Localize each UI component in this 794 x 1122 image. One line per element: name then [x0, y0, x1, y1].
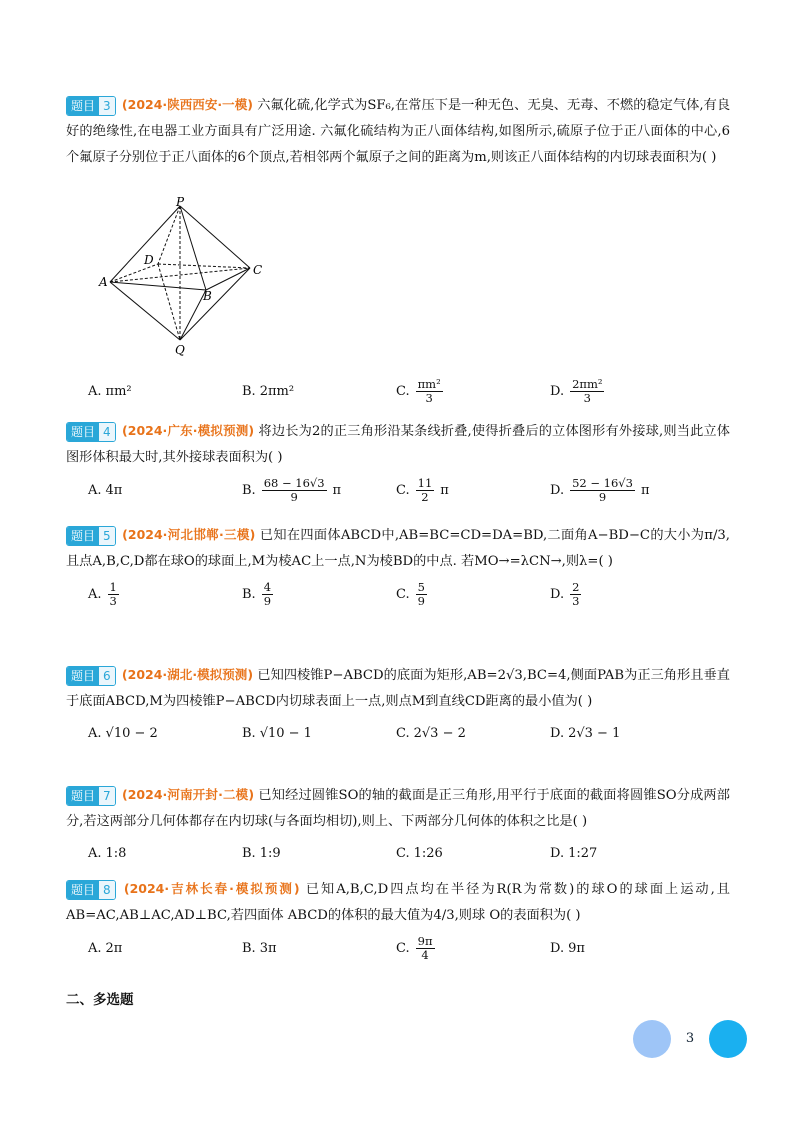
fraction: 68 − 16√3 9 [263, 476, 325, 504]
fraction: 1 3 [109, 580, 117, 608]
fraction: 2 3 [572, 580, 580, 608]
fraction: 5 9 [417, 580, 425, 608]
page-circle-right [709, 1020, 747, 1058]
fraction: 9π 4 [417, 934, 433, 962]
question-5 [66, 522, 730, 608]
fraction: πm² 3 [417, 377, 441, 405]
section-title: 二、多选题 [66, 992, 134, 1008]
question-stem: 已知四棱锥P−ABCD的底面为矩形,AB=2√3,BC=4,侧面PAB为正三角形且垂直于底面ABCD,M为四棱锥P−ABCD内切球表面上一点,则点M到直线CD距离的最小值为( ) [66, 668, 730, 709]
options-row [66, 721, 730, 747]
question-stem: 六氟化硫,化学式为SF₆,在常压下是一种无色、无臭、无毒、不燃的稳定气体,有良好的绝缘性,在电器工业方面具有广泛用途. 六氟化硫结构为正八面体结构,如图所示,硫原子位于正八面体的中心,6个氟原子分别位于正八面体的6个顶点,若相邻两个氟原子之间的距离为m,则该正八面体结构的内切球表面积为( ) [66, 98, 731, 165]
option-a: A. √10 − 2 [88, 726, 158, 741]
option-a: A. 1:8 [88, 846, 127, 861]
option-d: D. 9π [550, 940, 585, 956]
option-a: A. 1 3 [88, 580, 117, 608]
options-row [66, 477, 730, 504]
fraction: 4 9 [263, 580, 272, 608]
option-d: D. 2 3 [550, 580, 580, 608]
option-c: C. πm² 3 [396, 377, 441, 405]
question-3-options-block [66, 372, 730, 405]
page-number: 3 [685, 1031, 695, 1046]
vertex-label-d: D [144, 253, 154, 267]
question-tag: 题目 8 [66, 880, 116, 900]
question-8 [66, 876, 730, 962]
page-circle-left [633, 1020, 671, 1058]
vertex-label-p: P [176, 195, 185, 209]
fraction: 11 2 [417, 476, 433, 504]
question-source: (2024·广东·模拟预测) [122, 423, 255, 438]
option-b: B. √10 − 1 [242, 726, 312, 741]
option-b: B. 4 9 [242, 580, 272, 608]
option-d: D. 1:27 [550, 846, 598, 861]
question-3 [66, 92, 730, 171]
question-stem: 已知A,B,C,D四点均在半径为R(R为常数)的球O的球面上运动,且AB=AC,AB⊥AC,AD⊥BC,若四面体 ABCD的体积的最大值为4/3,则球 O的表面积为( ) [66, 882, 730, 923]
options-row [66, 935, 730, 962]
question-source: (2024·吉林长春·模拟预测) [123, 881, 300, 896]
question-6 [66, 662, 730, 747]
vertex-label-c: C [253, 263, 263, 277]
question-tag: 题目 6 [66, 666, 116, 686]
option-b: B. 2πm² [242, 383, 295, 399]
option-c: C. 2√3 − 2 [396, 726, 466, 741]
question-7 [66, 782, 730, 867]
question-tag: 题目 3 [66, 96, 116, 116]
option-b: B. 68 − 16√3 9 π [242, 476, 342, 504]
options-row [66, 378, 730, 405]
question-source: (2024·湖北·模拟预测) [121, 667, 254, 682]
option-c: C. 1:26 [396, 846, 443, 861]
option-d: D. 52 − 16√3 9 π [550, 476, 650, 504]
fraction: 52 − 16√3 9 [572, 476, 633, 504]
option-c: C. 9π 4 [396, 934, 433, 962]
question-tag: 题目 5 [66, 526, 116, 546]
vertex-label-b: B [203, 289, 212, 303]
fraction: 2πm² 3 [572, 377, 603, 405]
option-a: A. πm² [88, 383, 132, 399]
question-tag: 题目 4 [66, 422, 116, 442]
option-a: A. 4π [88, 482, 123, 498]
question-source: (2024·陕西西安·一模) [121, 97, 253, 112]
option-b: B. 1:9 [242, 846, 281, 861]
question-source: (2024·河南开封·二模) [122, 787, 255, 802]
option-a: A. 2π [88, 940, 123, 956]
options-row [66, 841, 730, 867]
question-source: (2024·河北邯郸·三模) [122, 527, 256, 542]
option-d: D. 2πm² 3 [550, 377, 603, 405]
question-stem: 将边长为2的正三角形沿某条线折叠,使得折叠后的立体图形有外接球,则当此立体图形体积最大时,其外接球表面积为( ) [66, 424, 730, 465]
question-4 [66, 418, 730, 504]
vertex-label-q: Q [175, 343, 185, 357]
option-c: C. 11 2 π [396, 476, 449, 504]
question-tag: 题目 7 [66, 786, 116, 806]
question-stem: 已知经过圆锥SO的轴的截面是正三角形,用平行于底面的截面将圆锥SO分成两部分,若这两部分几何体都存在内切球(与各面均相切),则上、下两部分几何体的体积之比是( ) [66, 788, 730, 829]
question-stem: 已知在四面体ABCD中,AB=BC=CD=DA=BD,二面角A−BD−C的大小为π/3,且点A,B,C,D都在球O的球面上,M为棱AC上一点,N为棱BD的中点. 若MO→=λCN→,则λ=( ) [66, 528, 731, 569]
option-c: C. 5 9 [396, 580, 425, 608]
option-b: B. 3π [242, 940, 277, 956]
option-d: D. 2√3 − 1 [550, 726, 621, 741]
octahedron-figure [96, 194, 276, 360]
vertex-label-a: A [99, 275, 108, 289]
options-row [66, 581, 730, 608]
page-number-badge [633, 1020, 747, 1058]
